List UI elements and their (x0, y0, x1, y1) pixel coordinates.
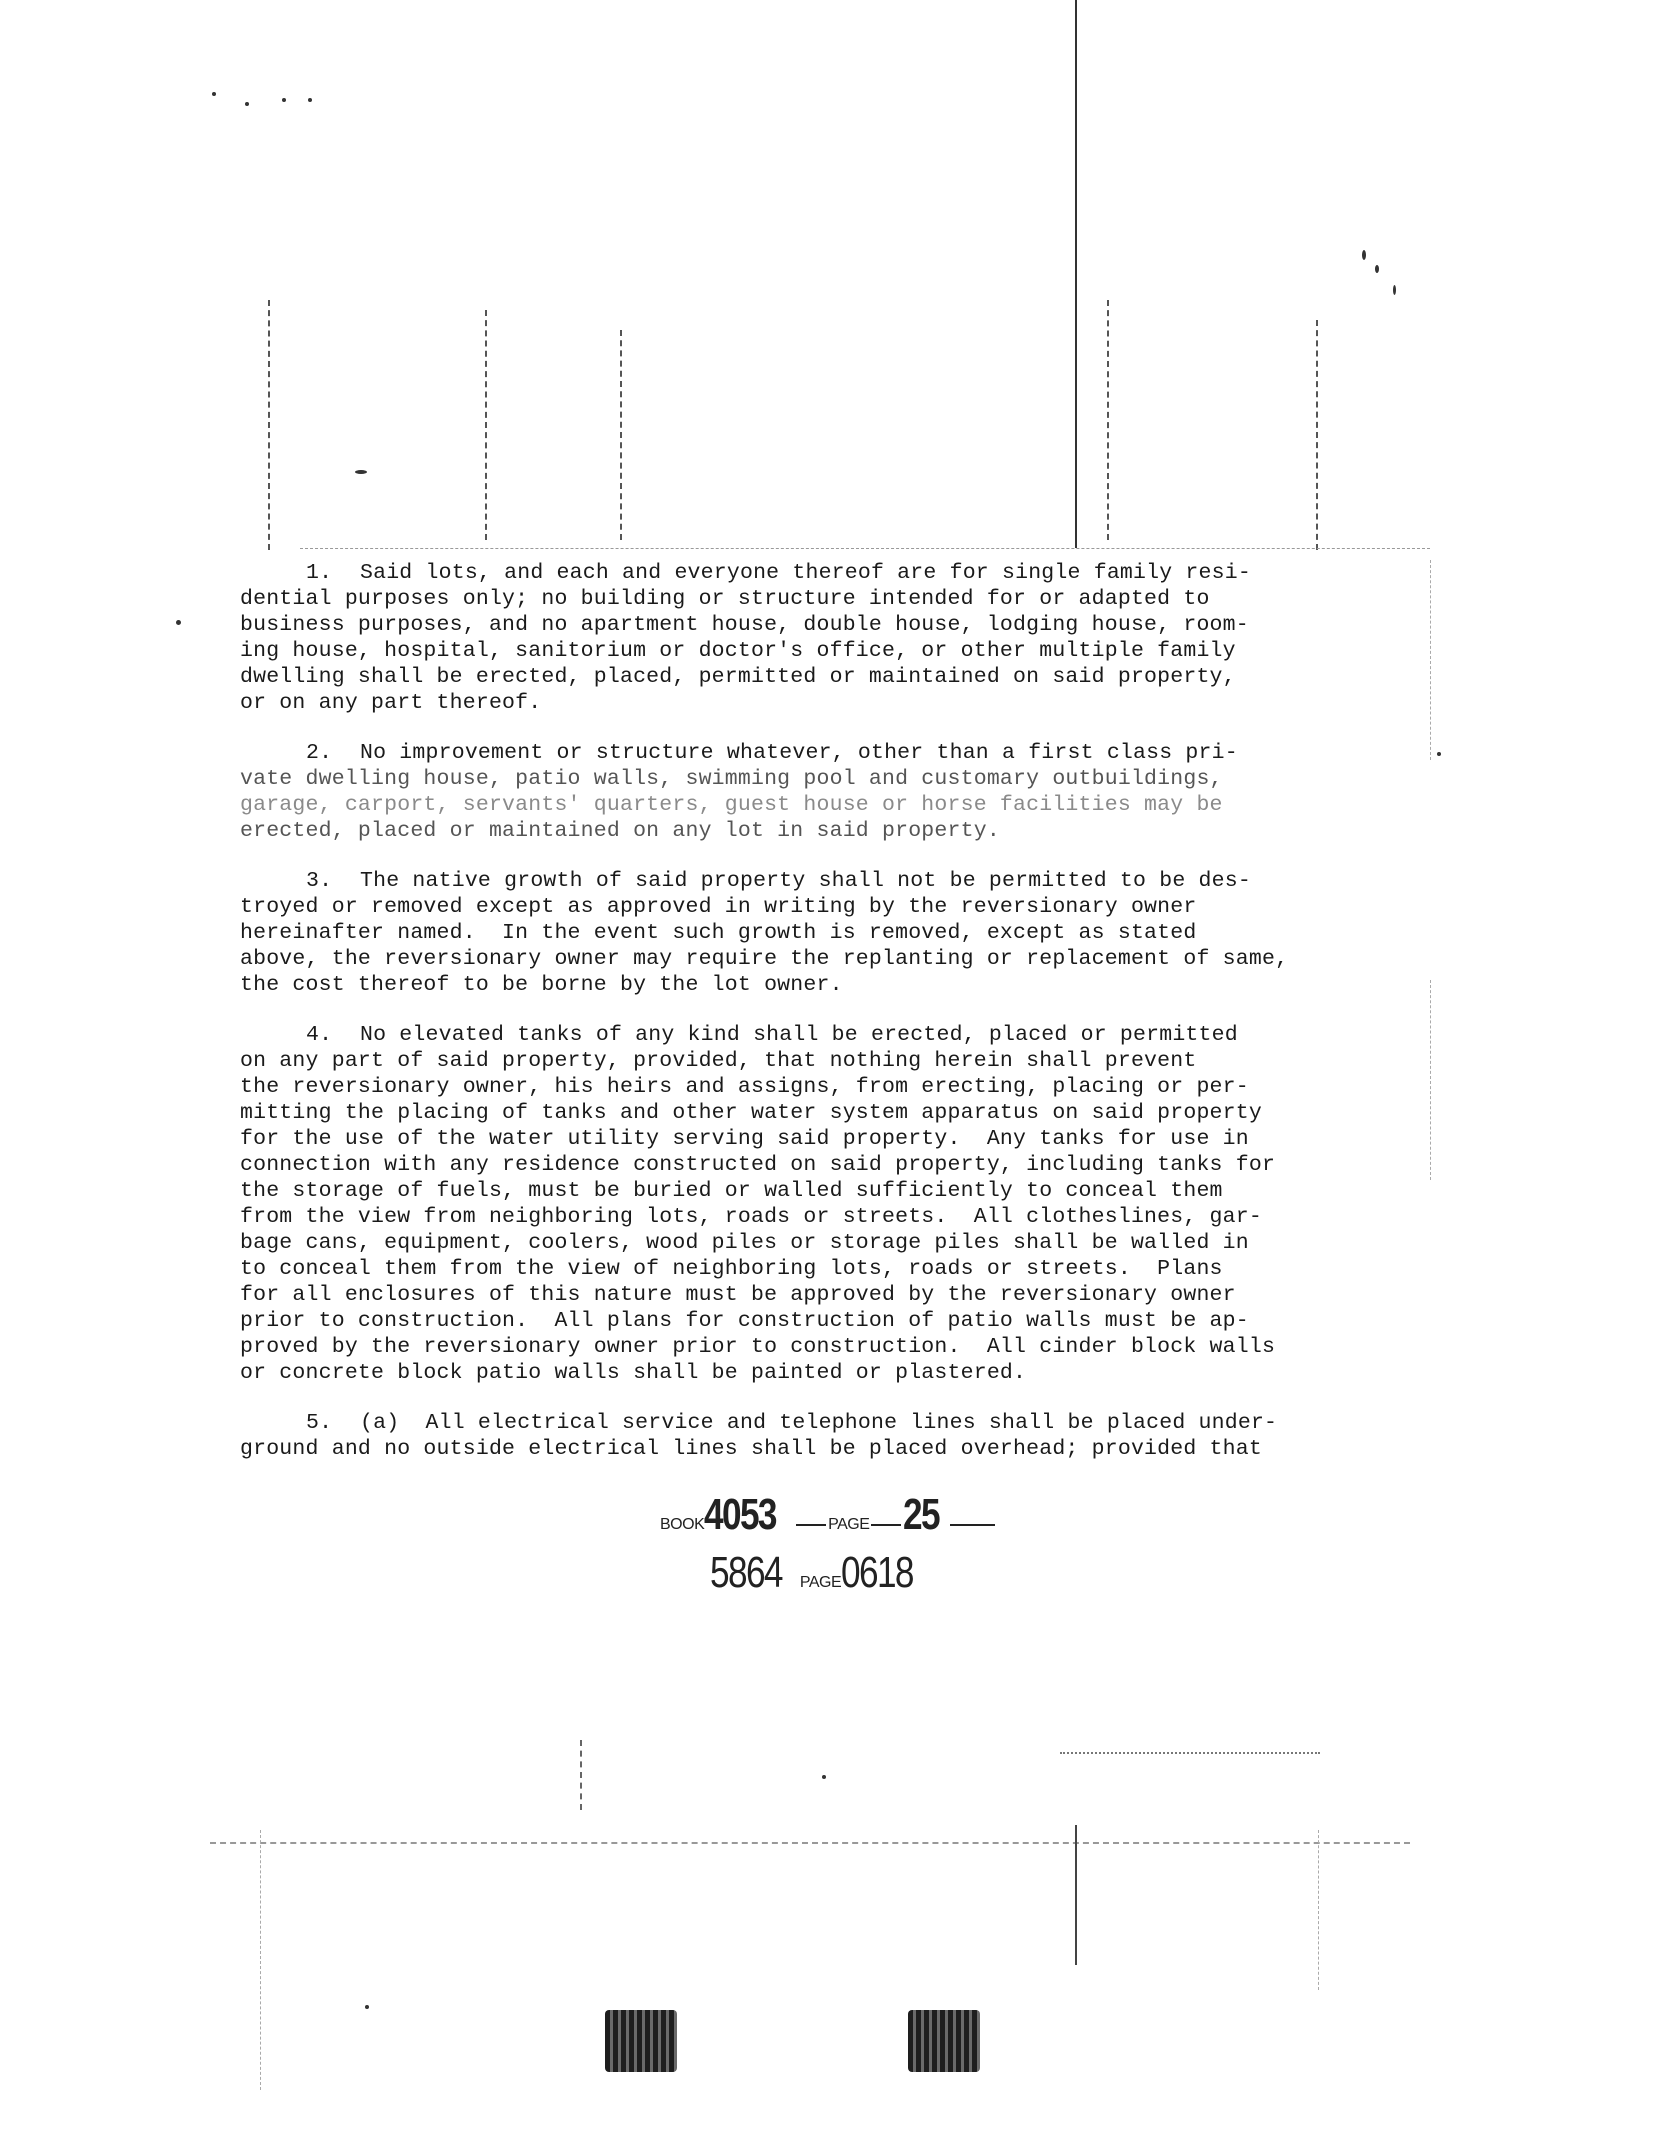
scan-speck (308, 98, 312, 102)
paragraph-line (240, 586, 1370, 612)
paragraph-line (240, 612, 1370, 638)
scan-line (260, 1830, 261, 2090)
paragraph-text: The native growth of said property shall not be permitted to be des- (360, 869, 1251, 893)
scan-speck (282, 98, 286, 102)
binder-hole-right (908, 2010, 980, 2072)
paragraph-number: 4. (306, 1023, 333, 1047)
paragraph-line (240, 1410, 1370, 1436)
paragraph-line (240, 920, 1370, 946)
paragraph-2 (240, 740, 1370, 844)
paragraph-4 (240, 1022, 1370, 1386)
paragraph-number: 2. (306, 741, 333, 765)
paragraph-text: (a) All electrical service and telephone lines shall be placed under- (360, 1411, 1278, 1435)
scan-speck (1393, 285, 1396, 295)
paragraph-line (240, 1230, 1370, 1256)
docket-line (660, 1548, 1020, 1606)
paragraph-text: prior to construction. All plans for construction of patio walls must be ap- (240, 1309, 1249, 1333)
paragraph-line (240, 560, 1370, 586)
paragraph-line (240, 1100, 1370, 1126)
paragraph-line (240, 1126, 1370, 1152)
page-number: 25 (903, 1490, 940, 1539)
paragraph-text: business purposes, and no apartment house, double house, lodging house, room- (240, 613, 1249, 637)
strike-dash (796, 1524, 826, 1526)
scan-line (580, 1740, 582, 1810)
paragraph-text: connection with any residence constructed on said property, including tanks for (240, 1153, 1276, 1177)
scan-line (1318, 1830, 1319, 1990)
paragraph-text: Said lots, and each and everyone thereof are for single family resi- (360, 561, 1251, 585)
docket-page-label: PAGE (799, 1574, 842, 1591)
paragraph-number: 1. (306, 561, 333, 585)
binder-hole-left (605, 2010, 677, 2072)
paragraph-line (240, 1178, 1370, 1204)
paragraph-line (240, 638, 1370, 664)
paragraph-line (240, 766, 1370, 792)
paragraph-text: mitting the placing of tanks and other water system apparatus on said property (240, 1101, 1262, 1125)
paragraph-line (240, 1256, 1370, 1282)
paragraph-text: the reversionary owner, his heirs and assigns, from erecting, placing or per- (240, 1075, 1249, 1099)
paragraph-text: for the use of the water utility serving said property. Any tanks for use in (240, 1127, 1249, 1151)
paragraph-line (240, 664, 1370, 690)
scan-line (210, 1842, 1410, 1844)
scan-line (485, 310, 487, 540)
page-label: PAGE (828, 1516, 870, 1533)
paragraph-text: the storage of fuels, must be buried or walled sufficiently to conceal them (240, 1179, 1223, 1203)
paragraph-line (240, 946, 1370, 972)
paragraph-line (240, 1152, 1370, 1178)
paragraph-line (240, 894, 1370, 920)
paragraph-line (240, 690, 1370, 716)
paragraph-text: ground and no outside electrical lines shall be placed overhead; provided that (240, 1437, 1262, 1461)
paragraph-text: No improvement or structure whatever, other than a first class pri- (360, 741, 1238, 765)
paragraph-text: hereinafter named. In the event such growth is removed, except as stated (240, 921, 1197, 945)
paragraph-text: to conceal them from the view of neighboring lots, roads or streets. Plans (240, 1257, 1223, 1281)
scan-speck (1375, 265, 1379, 273)
scan-speck (212, 92, 216, 96)
paragraph-text: No elevated tanks of any kind shall be erected, placed or permitted (360, 1023, 1238, 1047)
scan-line (1430, 560, 1431, 760)
paragraph-line (240, 792, 1370, 818)
scan-speck (822, 1775, 826, 1779)
paragraph-line (240, 740, 1370, 766)
paragraph-5 (240, 1410, 1370, 1462)
paragraph-line (240, 1048, 1370, 1074)
paragraph-line (240, 1436, 1370, 1462)
paragraph-text: proved by the reversionary owner prior to construction. All cinder block walls (240, 1335, 1276, 1359)
scan-speck (355, 470, 367, 474)
paragraph-text: for all enclosures of this nature must be approved by the reversionary owner (240, 1283, 1236, 1307)
book-number: 4053 (704, 1490, 777, 1539)
paragraph-line (240, 1022, 1370, 1048)
paragraph-text: or on any part thereof. (240, 691, 542, 715)
scan-line (1075, 1825, 1077, 1965)
paragraph-text: ing house, hospital, sanitorium or doctor's office, or other multiple family (240, 639, 1236, 663)
docket-number: 5864 (710, 1548, 782, 1597)
paragraph-text: vate dwelling house, patio walls, swimming pool and customary outbuildings, (240, 767, 1223, 791)
book-page-line (660, 1490, 1020, 1548)
paragraph-text: troyed or removed except as approved in writing by the reversionary owner (240, 895, 1197, 919)
paragraph-text: dential purposes only; no building or structure intended for or adapted to (240, 587, 1210, 611)
paragraph-line (240, 1334, 1370, 1360)
paragraph-text: above, the reversionary owner may require the replanting or replacement of same, (240, 947, 1289, 971)
book-label: BOOK (660, 1516, 705, 1533)
paragraph-line (240, 818, 1370, 844)
paragraph-3 (240, 868, 1370, 998)
strike-dash (950, 1524, 995, 1526)
paragraph-text: erected, placed or maintained on any lot in said property. (240, 819, 1000, 843)
paragraph-line (240, 1360, 1370, 1386)
paragraph-text: on any part of said property, provided, that nothing herein shall prevent (240, 1049, 1197, 1073)
scan-speck (1362, 250, 1366, 260)
scan-line (1316, 320, 1318, 550)
paragraph-text: garage, carport, servants' quarters, guest house or horse facilities may be (240, 793, 1223, 817)
strike-dash (871, 1524, 901, 1526)
scan-speck (176, 620, 181, 625)
scan-speck (365, 2005, 369, 2009)
paragraph-text: bage cans, equipment, coolers, wood piles or storage piles shall be walled in (240, 1231, 1249, 1255)
paragraph-text: the cost thereof to be borne by the lot owner. (240, 973, 843, 997)
paragraph-line (240, 1204, 1370, 1230)
scan-speck (245, 102, 249, 106)
scan-line (268, 300, 270, 550)
docket-page-number: 0618 (841, 1548, 914, 1597)
paragraph-line (240, 1308, 1370, 1334)
paragraph-line (240, 1074, 1370, 1100)
paragraph-text: or concrete block patio walls shall be painted or plastered. (240, 1361, 1027, 1385)
scan-line (620, 330, 622, 540)
paragraph-line (240, 972, 1370, 998)
scan-speck (1437, 752, 1441, 756)
scan-line (1075, 0, 1077, 548)
paragraph-line (240, 868, 1370, 894)
paragraph-1 (240, 560, 1370, 716)
paragraph-number: 5. (306, 1411, 333, 1435)
scan-line (300, 548, 1430, 549)
scan-line (1107, 300, 1109, 540)
scan-line (1430, 980, 1431, 1180)
paragraph-text: dwelling shall be erected, placed, permitted or maintained on said property, (240, 665, 1236, 689)
paragraph-line (240, 1282, 1370, 1308)
paragraph-text: from the view from neighboring lots, roads or streets. All clotheslines, gar- (240, 1205, 1262, 1229)
document-body (240, 560, 1370, 1486)
scan-line (1060, 1752, 1320, 1754)
paragraph-number: 3. (306, 869, 333, 893)
recording-stamp (660, 1490, 1020, 1606)
